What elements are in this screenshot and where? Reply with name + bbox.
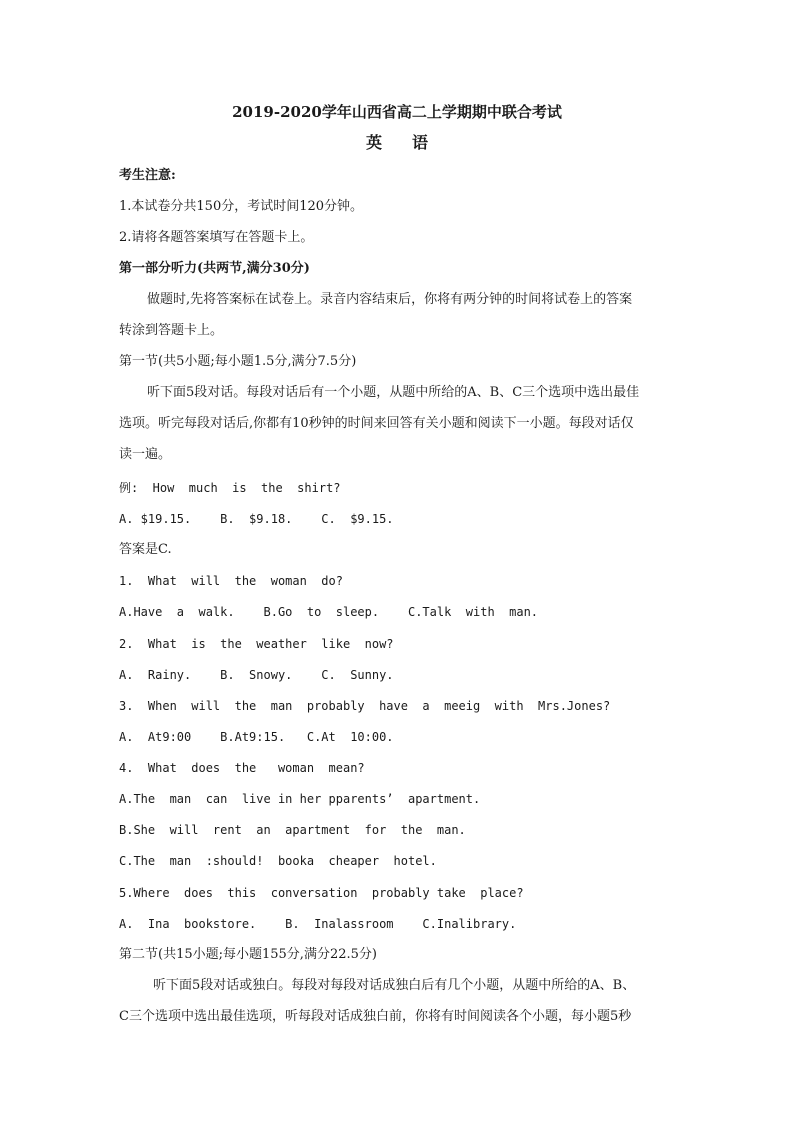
question-2: 2. What is the weather like now? — [119, 637, 394, 651]
section1-instruction-line: 读一遍。 — [119, 447, 172, 462]
question-4-option-a: A.The man can live in her pparents’ apartment. — [119, 792, 481, 806]
question-5-options: A. Ina bookstore. B. Inalassroom C.Inalibrary. — [119, 917, 517, 931]
question-1-options: A.Have a walk. B.Go to sleep. C.Talk with man. — [119, 605, 539, 619]
section1-instruction-line: 选项。听完每段对话后,你都有10秒钟的时间来回答有关小题和阅读下一小题。每段对话仅 — [119, 416, 634, 431]
question-1: 1. What will the woman do? — [119, 574, 343, 588]
example-question: 例: How much is the shirt? — [119, 481, 341, 495]
part1-heading: 第一部分听力(共两节,满分30分) — [119, 261, 310, 276]
question-4: 4. What does the woman mean? — [119, 761, 365, 775]
section2-heading: 第二节(共15小题;每小题155分,满分22.5分) — [119, 947, 377, 962]
section1-heading: 第一节(共5小题;每小题1.5分,满分7.5分) — [119, 354, 357, 369]
part1-intro-line: 转涂到答题卡上。 — [119, 323, 224, 338]
question-3-options: A. At9:00 B.At9:15. C.At 10:00. — [119, 730, 394, 744]
notice-heading: 考生注意: — [119, 168, 176, 183]
part1-intro-line: 做题时,先将答案标在试卷上。录音内容结束后，你将有两分钟的时间将试卷上的答案 — [147, 292, 633, 307]
example-answer: 答案是C. — [119, 542, 172, 557]
question-4-option-b: B.She will rent an apartment for the man. — [119, 823, 466, 837]
example-options: A. $19.15. B. $9.18. C. $9.15. — [119, 512, 394, 526]
exam-title: 2019-2020学年山西省高二上学期期中联合考试 — [232, 103, 562, 121]
notice-item-1: 1.本试卷分共150分，考试时间120分钟。 — [119, 199, 364, 214]
question-5: 5.Where does this conversation probably take place? — [119, 886, 524, 900]
question-3: 3. When will the man probably have a meeig with Mrs.Jones? — [119, 699, 611, 713]
section2-instruction-line: C三个选项中选出最佳选项，听每段对话成独白前，你将有时间阅读各个小题，每小题5秒 — [119, 1009, 632, 1024]
section1-instruction-line: 听下面5段对话。每段对话后有一个小题，从题中所给的A、B、C三个选项中选出最佳 — [147, 385, 640, 400]
section2-instruction-line: 听下面5段对话或独白。每段对每段对话成独白后有几个小题，从题中所给的A、B、 — [153, 978, 636, 993]
question-2-options: A. Rainy. B. Snowy. C. Sunny. — [119, 668, 394, 682]
question-4-option-c: C.The man :should! booka cheaper hotel. — [119, 854, 437, 868]
notice-item-2: 2.请将各题答案填写在答题卡上。 — [119, 230, 314, 245]
subject-title: 英语 — [365, 133, 458, 152]
